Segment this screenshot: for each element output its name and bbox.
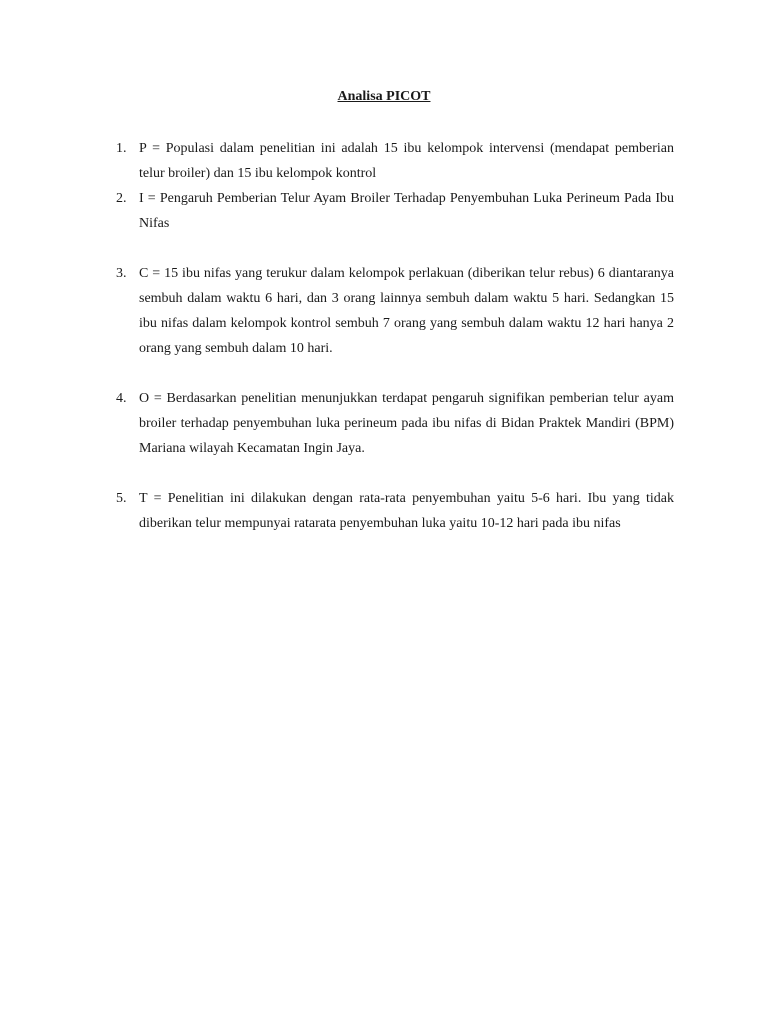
list-item-number: 2. [116, 191, 127, 206]
list-item-text: C = 15 ibu nifas yang terukur dalam kelompok perlakuan (diberikan telur rebus) 6 diantaranya sembuh dalam waktu 6 hari, dan 3 orang lainnya sembuh dalam waktu 5 hari. Sedangkan 15 ibu nifas dalam kelompok kontrol sembuh 7 orang yang sembuh dalam waktu 12 hari hanya 2 orang yang sembuh dalam 10 hari. [139, 266, 674, 356]
list-item-number: 5. [116, 491, 127, 506]
list-item-number: 4. [116, 391, 127, 406]
list-item-text: I = Pengaruh Pemberian Telur Ayam Broiler Terhadap Penyembuhan Luka Perineum Pada Ibu Nifas [139, 191, 674, 231]
list-item-number: 1. [116, 141, 127, 156]
list-item-t [112, 486, 674, 536]
picot-list [112, 136, 674, 536]
list-item-number: 3. [116, 266, 127, 281]
list-item-c [112, 261, 674, 361]
list-item-o [112, 386, 674, 461]
list-item-text: O = Berdasarkan penelitian menunjukkan terdapat pengaruh signifikan pemberian telur ayam broiler terhadap penyembuhan luka perineum pada ibu nifas di Bidan Praktek Mandiri (BPM) Mariana wilayah Kecamatan Ingin Jaya. [139, 391, 674, 456]
list-item-i [112, 186, 674, 236]
list-item-p [112, 136, 674, 186]
list-item-text: P = Populasi dalam penelitian ini adalah 15 ibu kelompok intervensi (mendapat pemberian telur broiler) dan 15 ibu kelompok kontrol [139, 141, 674, 181]
document-title: Analisa PICOT [337, 89, 431, 104]
list-item-text: T = Penelitian ini dilakukan dengan rata-rata penyembuhan yaitu 5-6 hari. Ibu yang tidak diberikan telur mempunyai ratarata penyembuhan luka yaitu 10-12 hari pada ibu nifas [139, 491, 674, 531]
